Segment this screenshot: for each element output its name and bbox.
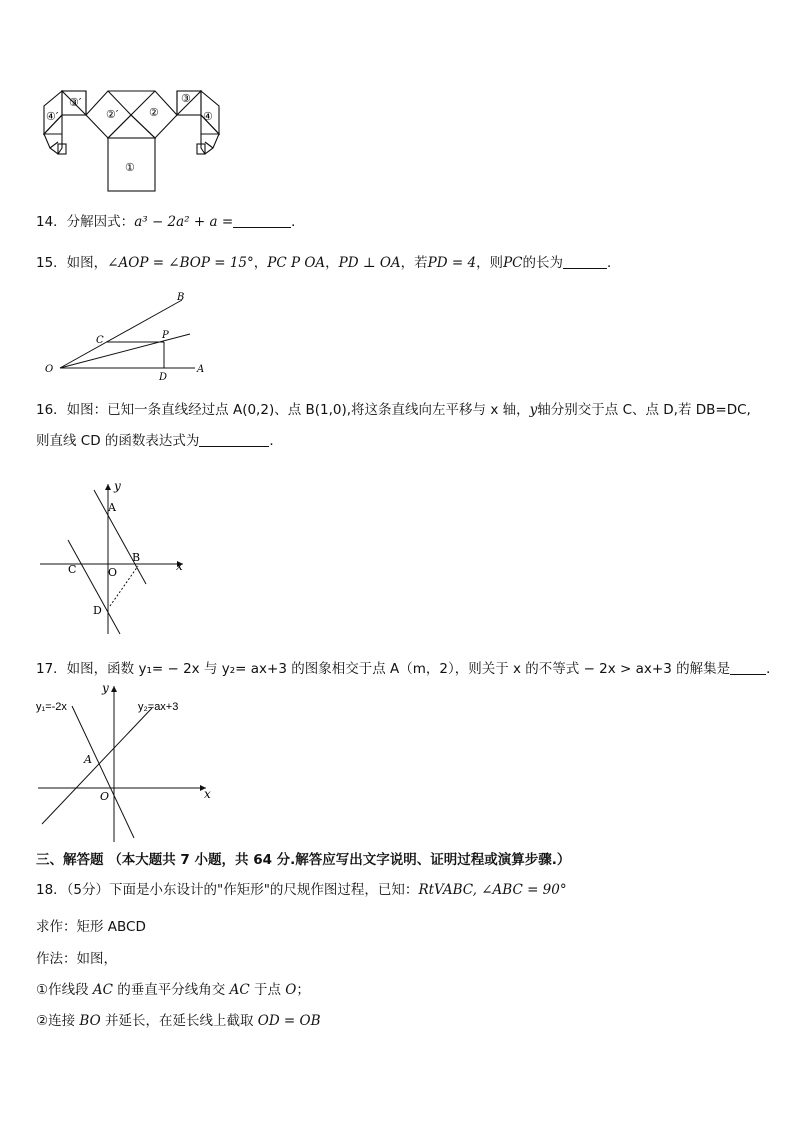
sheep-label-1: ① xyxy=(125,161,135,174)
q16-y-symbol: y xyxy=(529,402,538,418)
q18-line3: 作法：如图， xyxy=(36,951,117,967)
q15-sep1: ， xyxy=(253,255,268,271)
q15-cond1: ∠AOP = ∠BOP = 15° xyxy=(107,255,254,271)
q16-line1b: 轴分别交于点 C、点 D,若 DB=DC, xyxy=(537,402,751,418)
q17-label-x: x xyxy=(204,787,211,801)
question-17 xyxy=(36,660,780,678)
q16-label-B: B xyxy=(132,551,141,564)
q14-answer-blank[interactable] xyxy=(233,213,291,228)
q15-cond2: PC P OA xyxy=(267,255,326,271)
q15-label-A: A xyxy=(197,364,205,375)
sheep-label-3: ③ xyxy=(181,92,191,105)
q16-label-x: x xyxy=(176,559,183,573)
question-14 xyxy=(36,213,305,231)
q18-line2: 求作：矩形 ABCD xyxy=(36,919,146,935)
q16-line2: 则直线 CD 的函数表达式为 xyxy=(36,433,200,449)
section-3-title-text: 三、解答题 （本大题共 7 小题，共 64 分.解答应写出文字说明、证明过程或演算步骤.） xyxy=(36,852,571,868)
q15-sep2: ， xyxy=(325,255,339,271)
q18-step1-f: O xyxy=(285,982,297,998)
q14-suffix: ． xyxy=(291,214,305,230)
q17-answer-blank[interactable] xyxy=(730,660,766,675)
q16-label-D: D xyxy=(93,604,102,617)
question-18-line1 xyxy=(36,881,567,899)
q18-step2-d: OD = OB xyxy=(257,1013,321,1029)
q15-figure xyxy=(40,288,220,383)
q18-step1-d: AC xyxy=(229,982,250,998)
q15-answer-blank[interactable] xyxy=(563,254,607,269)
q17-end: ． xyxy=(766,661,780,677)
q15-cond4: PD = 4 xyxy=(427,255,477,271)
q15-label-P: P xyxy=(162,330,169,341)
q15-label-B: B xyxy=(177,292,185,303)
question-18-line2 xyxy=(36,918,146,936)
question-16-line2 xyxy=(36,432,283,450)
q16-line1: 16．如图：已知一条直线经过点 A(0,2)、点 B(1,0),将这条直线向左平移与 x 轴， xyxy=(36,402,530,418)
q17-label-y: y xyxy=(102,682,109,695)
q18-given: RtVABC, ∠ABC = 90° xyxy=(418,882,567,898)
q17-label-A: A xyxy=(84,753,92,766)
q14-prefix: 14．分解因式： xyxy=(36,214,135,230)
q18-step2-a: ②连接 xyxy=(36,1013,80,1029)
question-15 xyxy=(36,254,620,272)
q16-label-y: y xyxy=(114,479,121,493)
q16-label-C: C xyxy=(68,563,77,576)
q16-figure xyxy=(38,476,198,638)
sheep-label-4p: ④′ xyxy=(46,110,59,123)
sheep-label-2p: ②′ xyxy=(106,108,119,121)
q14-expression: a³ − 2a² + a = xyxy=(134,214,234,230)
q18-step1-g: ； xyxy=(296,982,310,998)
q15-end: ． xyxy=(606,255,621,271)
q18-step2-c: 并延长，在延长线上截取 xyxy=(100,1013,258,1029)
sheep-label-3p: ③′ xyxy=(69,96,82,109)
question-18-line3 xyxy=(36,950,117,968)
q17-figure xyxy=(34,682,224,844)
q17-label-O: O xyxy=(100,790,110,803)
q18-line1: 18．（5分）下面是小东设计的"作矩形"的尺规作图过程，已知： xyxy=(36,882,419,898)
q16-answer-blank[interactable] xyxy=(199,432,269,447)
q15-label-O: O xyxy=(45,364,54,375)
q15-label-C: C xyxy=(96,335,104,346)
q15-ask: PC xyxy=(503,255,523,271)
q16-label-A: A xyxy=(108,501,116,514)
q18-step1-b: AC xyxy=(92,982,113,998)
q15-mid: ，若 xyxy=(400,255,428,271)
q18-step1-c: 的垂直平分线角交 xyxy=(113,982,230,998)
question-18-step1 xyxy=(36,981,310,999)
q18-step1-a: ①作线段 xyxy=(36,982,93,998)
sheep-figure xyxy=(36,78,226,198)
question-16-line1 xyxy=(36,401,751,419)
q17-label-line2: y₂=ax+3 xyxy=(138,701,179,713)
q15-prefix: 15．如图， xyxy=(36,255,108,271)
section-3-title xyxy=(36,851,570,869)
q15-cond3: PD ⊥ OA xyxy=(338,255,401,271)
q18-step1-e: 于点 xyxy=(249,982,286,998)
q17-text: 17．如图，函数 y₁= − 2x 与 y₂= ax+3 的图象相交于点 A（m，2），则关于 x 的不等式 − 2x > ax+3 的解集是 xyxy=(36,661,731,677)
q17-label-line1: y₁=-2x xyxy=(36,701,67,713)
question-18-step2 xyxy=(36,1012,321,1030)
sheep-label-2: ② xyxy=(149,106,159,119)
sheep-label-4: ④ xyxy=(203,110,213,123)
q15-tail: 的长为 xyxy=(522,255,563,271)
q16-end: ． xyxy=(269,433,283,449)
q16-label-O: O xyxy=(108,566,118,579)
q15-mid2: ，则 xyxy=(476,255,504,271)
q18-step2-b: BO xyxy=(79,1013,101,1029)
q15-label-D: D xyxy=(159,372,168,383)
